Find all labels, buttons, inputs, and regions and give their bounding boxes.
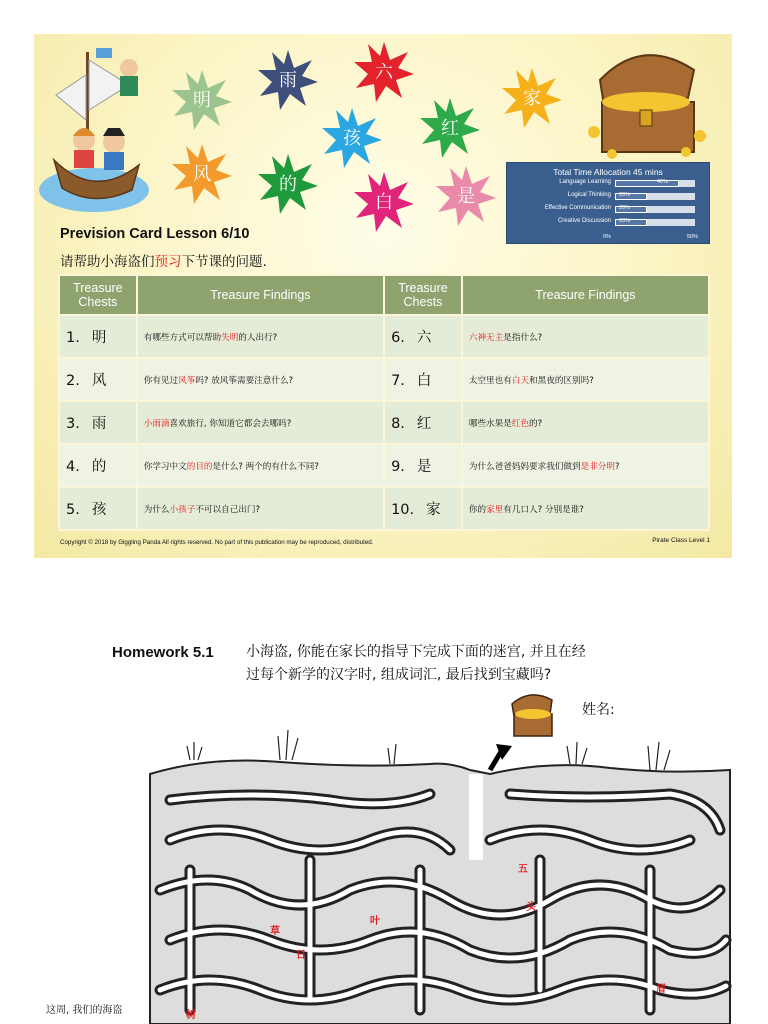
subtitle-text: 下节课的问题. xyxy=(181,254,267,270)
maze-char: 五 xyxy=(518,864,528,875)
chest-char: 六 xyxy=(416,330,432,346)
allocation-label: Effective Communication xyxy=(544,205,611,211)
finding-cell xyxy=(137,315,384,358)
finding-text: 是什么? 两个的有什么不同? xyxy=(212,461,319,472)
finding-text: 为什么爸爸妈妈要求我们做到 xyxy=(468,461,581,472)
finding-cell xyxy=(137,358,384,401)
maze-char: 叶 xyxy=(370,916,380,927)
chest-number: 7. xyxy=(391,373,405,389)
time-allocation-chart xyxy=(506,162,710,244)
chest-char: 红 xyxy=(416,416,432,432)
table-row xyxy=(59,358,709,401)
finding-text: 有几口人? 分别是谁? xyxy=(503,504,584,515)
allocation-label: Logical Thinking xyxy=(567,192,611,198)
chest-number: 9. xyxy=(391,459,405,475)
chest-cell xyxy=(59,487,137,530)
allocation-pct: 20% xyxy=(619,192,631,198)
header-findings: Treasure Findings xyxy=(462,275,709,315)
chest-cell xyxy=(384,444,462,487)
allocation-fill xyxy=(615,180,679,187)
star-burst xyxy=(352,170,416,234)
header-findings: Treasure Findings xyxy=(137,275,384,315)
finding-highlight: 红色 xyxy=(511,418,530,429)
allocation-row xyxy=(507,218,711,228)
card-title: Prevision Card Lesson 6/10 xyxy=(60,226,250,242)
finding-text: 有哪些方式可以帮助 xyxy=(143,332,222,343)
subtitle-highlight: 预习 xyxy=(154,254,182,270)
allocation-pct: 40% xyxy=(657,179,669,185)
chest-cell xyxy=(59,444,137,487)
finding-text: 不可以自己出门? xyxy=(195,504,261,515)
chest-number: 4. xyxy=(66,459,80,475)
chest-cell xyxy=(59,315,137,358)
instruction-line: 小海盗, 你能在家长的指导下完成下面的迷宫, 并且在经 xyxy=(246,644,586,660)
star-char: 明 xyxy=(193,90,211,111)
class-level: Pirate Class Level 1 xyxy=(652,537,710,544)
finding-highlight: 白天 xyxy=(511,375,530,386)
finding-cell xyxy=(137,401,384,444)
star-burst xyxy=(434,164,498,228)
finding-text: 和黑夜的区别吗? xyxy=(529,375,594,386)
allocation-label: Language Learning xyxy=(559,179,611,185)
finding-text: 太空里也有 xyxy=(468,375,512,386)
chest-cell xyxy=(384,487,462,530)
chest-char: 的 xyxy=(91,459,107,475)
header-chests: Treasure Chests xyxy=(59,275,137,315)
finding-text: 为什么 xyxy=(143,504,170,515)
homework-instructions xyxy=(246,641,696,687)
bottom-note: 这周, 我们的海盗 xyxy=(46,1005,123,1016)
chest-char: 孩 xyxy=(91,502,107,518)
chest-number: 3. xyxy=(66,416,80,432)
star-char: 红 xyxy=(441,118,459,139)
chest-char: 风 xyxy=(91,373,107,389)
chest-char: 明 xyxy=(91,330,107,346)
allocation-title: Total Time Allocation 45 mins xyxy=(553,167,663,177)
maze-char: 草 xyxy=(270,926,280,937)
finding-text: 的人出行? xyxy=(238,332,278,343)
homework-title: Homework 5.1 xyxy=(112,644,214,661)
chest-cell xyxy=(384,358,462,401)
chest-number: 2. xyxy=(66,373,80,389)
allocation-bar xyxy=(615,180,695,187)
star-burst xyxy=(418,96,482,160)
chest-number: 8. xyxy=(391,416,405,432)
maze xyxy=(130,690,740,1024)
star-burst xyxy=(320,106,384,170)
chest-number: 6. xyxy=(391,330,405,346)
star-burst xyxy=(256,48,320,112)
star-char: 是 xyxy=(457,186,475,207)
star-char: 的 xyxy=(279,174,297,195)
finding-highlight: 六神无主 xyxy=(468,332,504,343)
finding-text: ? xyxy=(614,461,620,472)
maze-char: 头 xyxy=(526,902,536,913)
star-char: 白 xyxy=(375,192,393,213)
finding-cell xyxy=(462,401,709,444)
allocation-label: Creative Discussion xyxy=(557,218,611,224)
chest-cell xyxy=(59,401,137,444)
table-row xyxy=(59,401,709,444)
allocation-row xyxy=(507,179,711,189)
instruction-line: 过每个新学的汉字时, 组成词汇, 最后找到宝藏吗? xyxy=(246,667,552,683)
finding-highlight: 小雨滴 xyxy=(143,418,170,429)
table-row xyxy=(59,315,709,358)
chest-char: 家 xyxy=(426,502,441,518)
chest-cell xyxy=(59,358,137,401)
finding-text: 你学习中文 xyxy=(143,461,187,472)
finding-highlight: 的目的 xyxy=(186,461,213,472)
star-char: 孩 xyxy=(343,128,361,149)
finding-highlight: 是非分明 xyxy=(580,461,615,472)
allocation-axis-min: 0% xyxy=(603,234,611,240)
finding-highlight: 风筝 xyxy=(178,375,196,386)
star-burst xyxy=(170,142,234,206)
chest-number: 10. xyxy=(391,502,415,518)
card-subtitle xyxy=(60,250,267,270)
name-label: 姓名: xyxy=(582,702,615,718)
header-chests: Treasure Chests xyxy=(384,275,462,315)
star-char: 雨 xyxy=(279,70,297,91)
finding-text: 喜欢旅行, 你知道它都会去哪吗? xyxy=(169,418,292,429)
star-char: 六 xyxy=(375,62,393,83)
finding-highlight: 小孩子 xyxy=(169,504,196,515)
chest-cell xyxy=(384,401,462,444)
chest-cell xyxy=(384,315,462,358)
finding-highlight: 失明 xyxy=(221,332,239,343)
allocation-pct: 20% xyxy=(619,218,631,224)
finding-cell xyxy=(462,444,709,487)
treasure-table xyxy=(58,274,710,531)
chest-char: 白 xyxy=(416,373,432,389)
maze-char: 日 xyxy=(296,950,306,961)
chest-number: 1. xyxy=(66,330,80,346)
star-burst xyxy=(500,66,564,130)
finding-text: 你的 xyxy=(468,504,487,515)
chest-number: 5. xyxy=(66,502,80,518)
star-burst xyxy=(256,152,320,216)
finding-text: 吗? 放风筝需要注意什么? xyxy=(195,375,294,386)
maze-char: 树 xyxy=(186,1010,196,1021)
finding-cell xyxy=(462,487,709,530)
table-row xyxy=(59,444,709,487)
treasure-chest-illustration xyxy=(582,40,712,162)
finding-text: 哪些水果是 xyxy=(468,418,512,429)
finding-cell xyxy=(462,315,709,358)
subtitle-text: 请帮助小海盗们 xyxy=(60,254,155,270)
chest-char: 是 xyxy=(416,459,432,475)
finding-text: 的? xyxy=(529,418,543,429)
allocation-axis-max: 50% xyxy=(687,234,699,240)
star-burst xyxy=(352,40,416,104)
prevision-card xyxy=(34,34,732,558)
star-char: 风 xyxy=(193,164,211,185)
finding-highlight: 家里 xyxy=(486,504,504,515)
finding-cell xyxy=(137,444,384,487)
star-burst xyxy=(170,68,234,132)
finding-text: 你有见过 xyxy=(143,375,179,386)
small-chest-icon xyxy=(512,695,552,736)
copyright-text: Copyright © 2018 by Giggling Panda All rights reserved. No part of this publication may be reproduced, distributed. xyxy=(60,539,374,546)
finding-cell xyxy=(137,487,384,530)
chest-char: 雨 xyxy=(91,416,107,432)
maze-char: 眉 xyxy=(656,984,666,995)
allocation-pct: 20% xyxy=(619,205,631,211)
maze-illustration xyxy=(130,690,740,1024)
pirate-ship-illustration xyxy=(34,40,164,220)
star-char: 家 xyxy=(523,88,541,109)
finding-text: 是指什么? xyxy=(503,332,543,343)
allocation-row xyxy=(507,192,711,202)
finding-cell xyxy=(462,358,709,401)
allocation-row xyxy=(507,205,711,215)
table-row xyxy=(59,487,709,530)
